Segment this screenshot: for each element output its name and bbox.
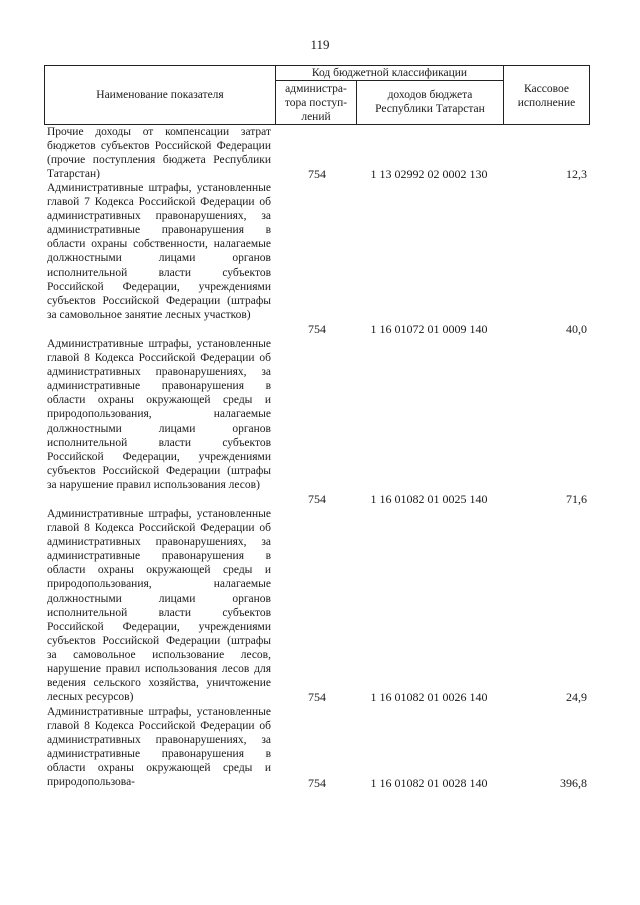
row-admin-code: 754 [308, 690, 326, 704]
header-cash-line-2: исполнение [517, 97, 576, 109]
header-admin-column [276, 82, 356, 124]
row-budget-code: 1 13 02992 02 0002 130 [370, 167, 488, 181]
row-description: Прочие доходы от компенсации затрат бюджетов субъектов Российской Федерации (прочие поступления бюджета Республики Татарстан) [47, 126, 271, 181]
header-name-column: Наименование показателя [96, 89, 224, 101]
row-admin-code: 754 [308, 167, 326, 181]
header-admin-line-1: администра- [285, 83, 347, 95]
row-amount: 12,3 [566, 167, 587, 181]
header-income-column [357, 88, 503, 116]
header-income-line-2: Республики Татарстан [375, 103, 485, 115]
row-amount: 24,9 [566, 690, 587, 704]
header-cash-line-1: Кассовое [524, 83, 569, 95]
page-number: 119 [310, 37, 330, 52]
row-budget-code: 1 16 01072 01 0009 140 [370, 322, 488, 336]
row-amount: 396,8 [560, 776, 587, 790]
row-description: Административные штрафы, установленные главой 8 Кодекса Российской Федерации об административных правонарушениях, за административные правонарушения в области охраны окружающей среды и природопользования, налагаемые должностными лицами органов исполнительной власти субъектов Российской Федерации, учреждениями субъектов Российской Федерации (штрафы за нарушение правил использования лесов) [47, 338, 271, 491]
header-admin-line-3: лений [301, 111, 331, 123]
row-amount: 40,0 [566, 322, 587, 336]
header-income-line-1: доходов бюджета [387, 89, 473, 101]
header-cash-execution-column [504, 82, 589, 110]
header-border-right [589, 65, 590, 125]
header-group-divider [275, 80, 503, 81]
row-description: Административные штрафы, установленные главой 8 Кодекса Российской Федерации об административных правонарушениях, за административные правонарушения в области охраны окружающей среды и природопользования, налагаемые должностными лицами органов исполнительной власти субъектов Российской Федерации, учреждениями субъектов Российской Федерации (штрафы за самовольное использование лесов, нарушение правил использования лесов для ведения сельского хозяйства, уничтожение лесных ресурсов) [47, 508, 271, 704]
row-budget-code: 1 16 01082 01 0026 140 [370, 690, 488, 704]
row-admin-code: 754 [308, 492, 326, 506]
row-description: Административные штрафы, установленные главой 7 Кодекса Российской Федерации об административных правонарушениях, за административные правонарушения в области охраны собственности, налагаемые должностными лицами органов исполнительной власти субъектов Российской Федерации, учреждениями субъектов Российской Федерации (штрафы за самовольное занятие лесных участков) [47, 182, 271, 321]
row-amount: 71,6 [566, 492, 587, 506]
row-admin-code: 754 [308, 322, 326, 336]
row-admin-code: 754 [308, 776, 326, 790]
header-admin-line-2: тора поступ- [284, 97, 348, 109]
row-budget-code: 1 16 01082 01 0025 140 [370, 492, 488, 506]
header-budget-classification: Код бюджетной классификации [311, 67, 468, 79]
row-budget-code: 1 16 01082 01 0028 140 [370, 776, 488, 790]
row-description: Административные штрафы, установленные главой 8 Кодекса Российской Федерации об административных правонарушениях, за административные правонарушения в области охраны окружающей среды и природопользова- [47, 706, 271, 789]
